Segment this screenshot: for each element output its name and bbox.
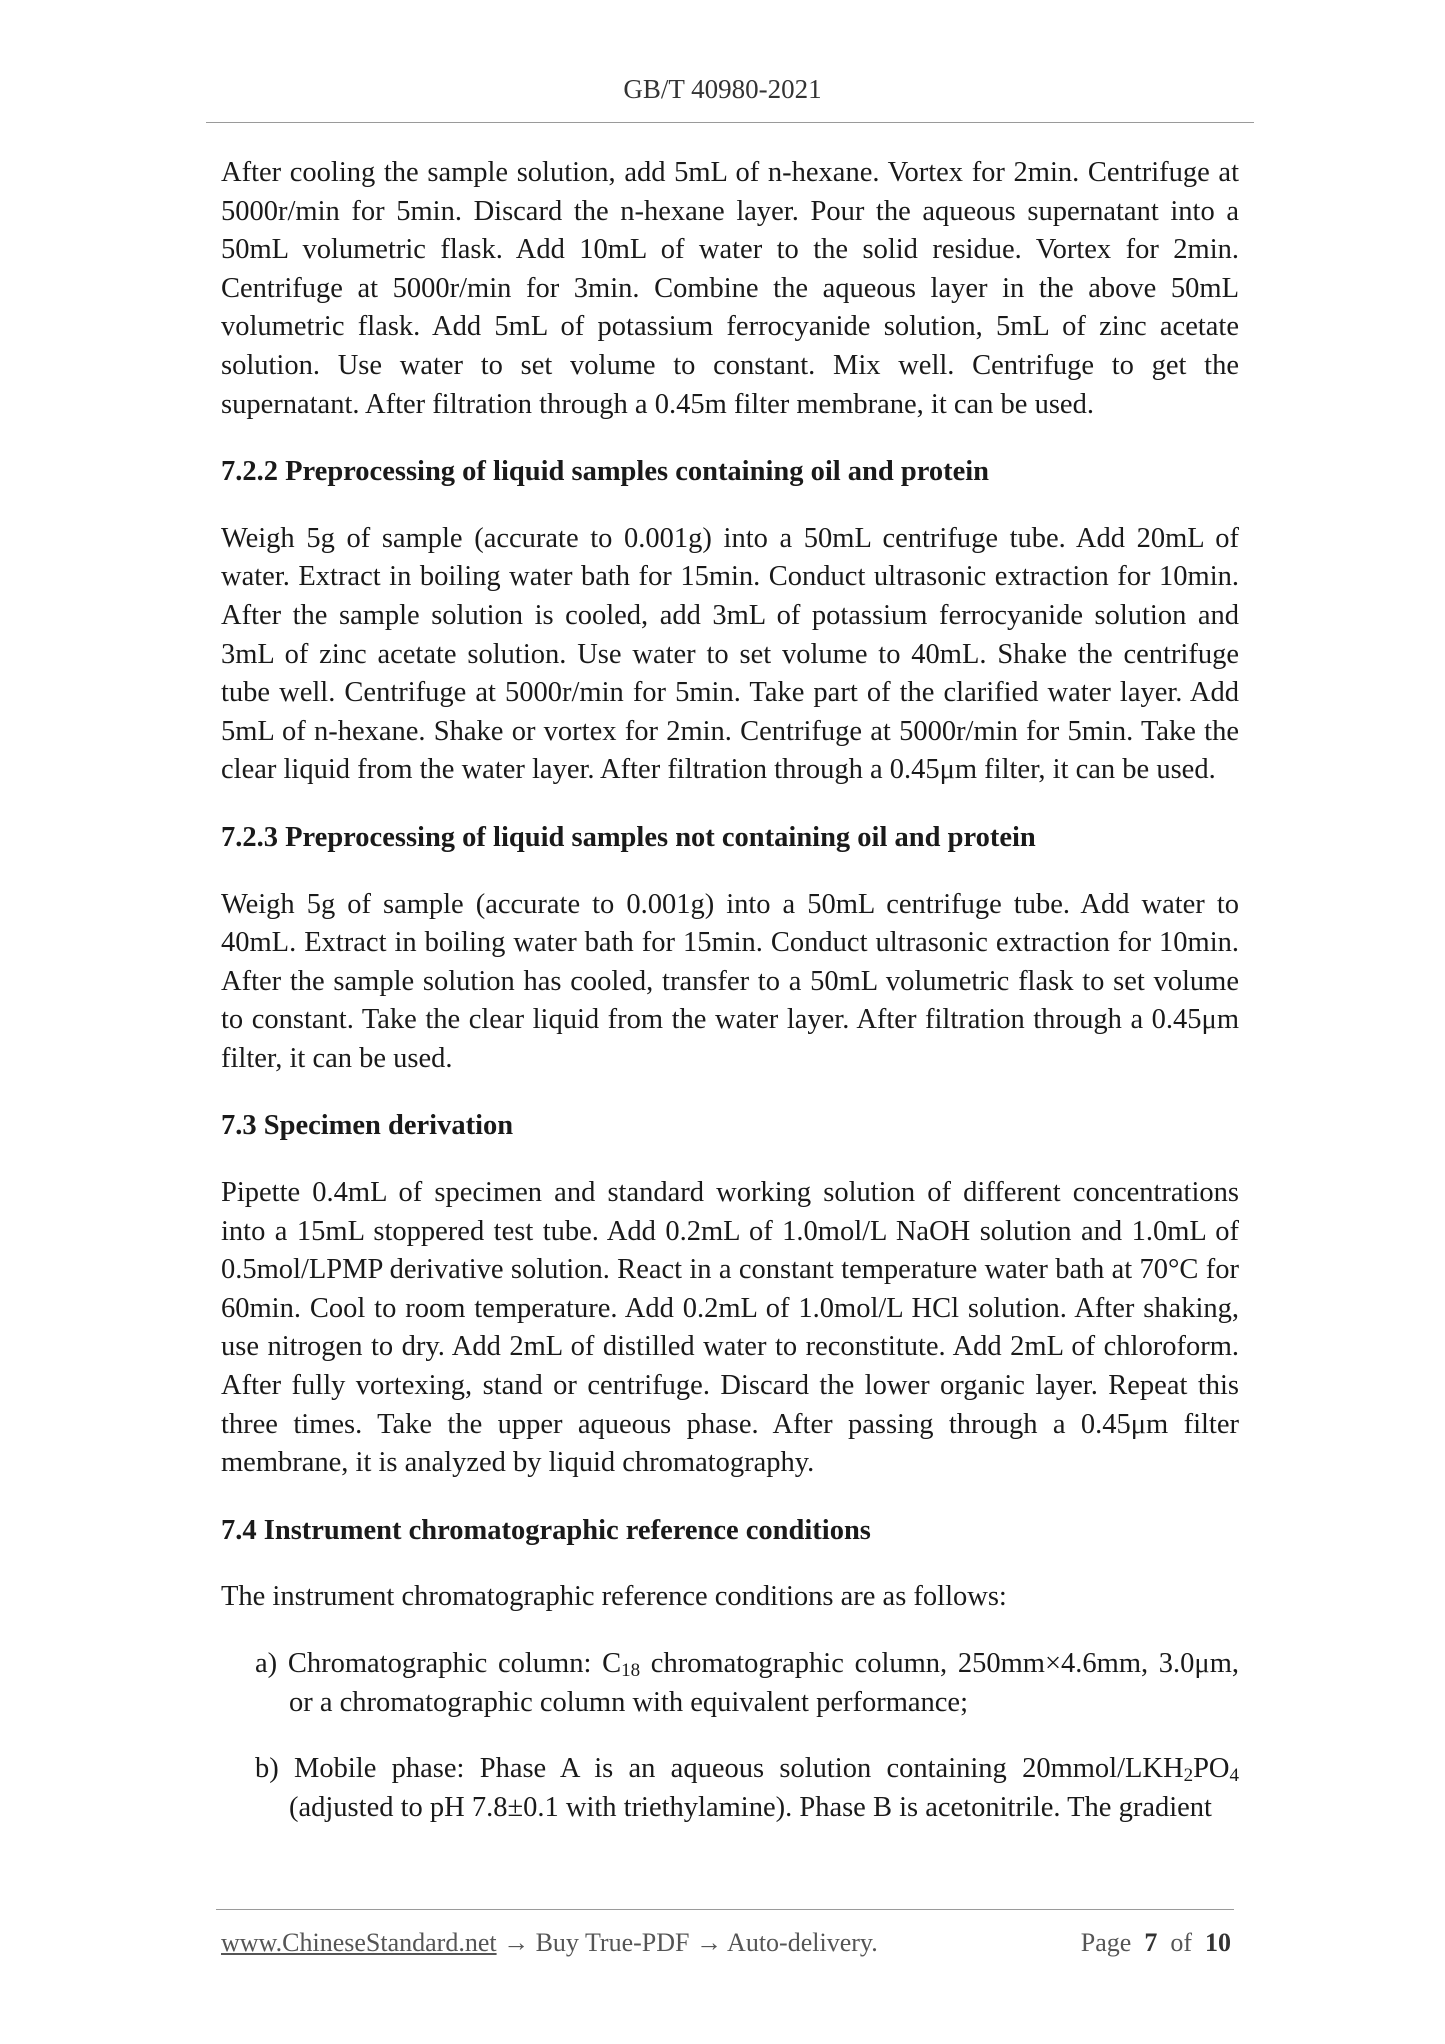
paragraph-7-2-3: Weigh 5g of sample (accurate to 0.001g) into a 50mL centrifuge tube. Add water to 40mL. Extract in boiling water bath for 15min. Conduct ultrasonic extraction for 10min. After the sample solution has cooled, transfer to a 50mL volumetric flask to set volume to constant. Take the clear liquid from the water layer. After filtration through a 0.45μm filter, it can be used. — [221, 888, 1239, 1074]
paragraph-7-3: Pipette 0.4mL of specimen and standard working solution of different concentrations into a 15mL stoppered test tube. Add 0.2mL of 1.0mol/L NaOH solution and 1.0mL of 0.5mol/LPMP derivative solution. React in a constant temperature water bath at 70°C for 60min. Cool to room temperature. Add 0.2mL of 1.0mol/L HCl solution. After shaking, use nitrogen to dry. Add 2mL of distilled water to reconstitute. Add 2mL of chloroform. After fully vortexing, stand or centrifuge. Discard the lower organic layer. Repeat this three times. Take the upper aqueous phase. After passing through a 0.45μm filter membrane, it is analyzed by liquid chromatography. — [221, 1177, 1239, 1479]
list-item-a-text-rest: chromatographic column, 250mm×4.6mm, 3.0μm, or a chromatographic column with equivalent performance; — [289, 1648, 1240, 1718]
list-item-a-text: a) Chromatographic column: C — [255, 1648, 622, 1679]
site-link[interactable]: www.ChineseStandard.net — [221, 1928, 497, 1957]
page-number — [1081, 1928, 1231, 1958]
section-heading-7-2-3: 7.2.3 Preprocessing of liquid samples not containing oil and protein — [221, 821, 1036, 853]
footer-promo — [221, 1928, 878, 1958]
header-divider — [206, 122, 1254, 123]
page-label: Page — [1080, 1928, 1132, 1957]
footer-divider — [216, 1909, 1234, 1910]
list-item-b-text: b) Mobile phase: Phase A is an aqueous solution containing 20mmol/LKH — [255, 1753, 1184, 1785]
page-current: 7 — [1144, 1928, 1158, 1957]
document-body — [221, 154, 1239, 1827]
list-item-b — [221, 1750, 1239, 1827]
footer-promo-text: → Buy True-PDF → Auto-delivery. — [496, 1928, 878, 1957]
section-heading-7-2-2: 7.2.2 Preprocessing of liquid samples containing oil and protein — [221, 456, 990, 488]
subscript-18: 18 — [621, 1660, 641, 1681]
list-item-a — [221, 1645, 1239, 1722]
page-total: 10 — [1205, 1928, 1231, 1957]
list-item-b-text-rest: (adjusted to pH 7.8±0.1 with triethylamine). Phase B is acetonitrile. The gradient — [289, 1791, 1212, 1823]
subscript-2: 2 — [1183, 1765, 1194, 1787]
subscript-4: 4 — [1229, 1765, 1239, 1787]
paragraph-7-2-2: Weigh 5g of sample (accurate to 0.001g) into a 50mL centrifuge tube. Add 20mL of water. Extract in boiling water bath for 15min. Conduct ultrasonic extraction for 10min. After the sample solution is cooled, add 3mL of potassium ferrocyanide solution and 3mL of zinc acetate solution. Use water to set volume to 40mL. Shake the centrifuge tube well. Centrifuge at 5000r/min for 5min. Take part of the clarified water layer. Add 5mL of n-hexane. Shake or vortex for 2min. Centrifuge at 5000r/min for 5min. Take the clear liquid from the water layer. After filtration through a 0.45μm filter, it can be used. — [221, 522, 1239, 786]
section-heading-7-3: 7.3 Specimen derivation — [221, 1110, 514, 1142]
section-heading-7-4: 7.4 Instrument chromatographic reference conditions — [221, 1514, 871, 1546]
paragraph-7-4-intro: The instrument chromatographic reference conditions are as follows: — [221, 1581, 1007, 1613]
list-item-b-formula: PO — [1193, 1753, 1230, 1785]
document-header-code: GB/T 40980-2021 — [623, 74, 822, 104]
paragraph-continued: After cooling the sample solution, add 5mL of n-hexane. Vortex for 2min. Centrifuge at 5000r/min for 5min. Discard the n-hexane layer. Pour the aqueous supernatant into a 50mL volumetric flask. Add 10mL of water to the solid residue. Vortex for 2min. Centrifuge at 5000r/min for 3min. Combine the aqueous layer in the above 50mL volumetric flask. Add 5mL of potassium ferrocyanide solution, 5mL of zinc acetate solution. Use water to set volume to constant. Mix well. Centrifuge to get the supernatant. After filtration through a 0.45m filter membrane, it can be used. — [221, 157, 1239, 420]
page-of-label: of — [1170, 1928, 1192, 1957]
